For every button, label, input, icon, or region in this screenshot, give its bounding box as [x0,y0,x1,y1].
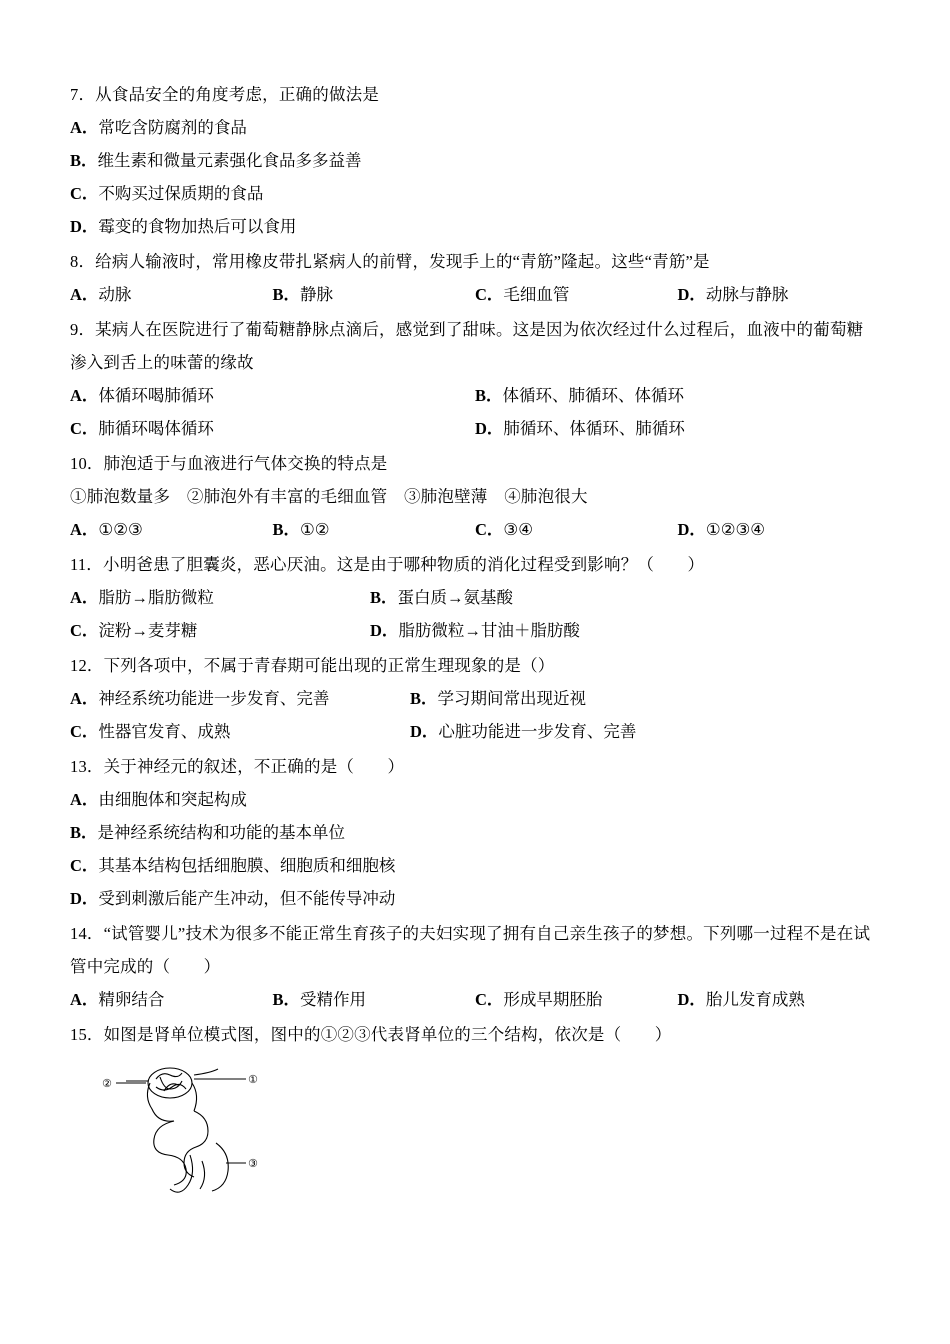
option-row [70,177,880,210]
question-text: 小明爸患了胆囊炎，恶心厌油。这是由于哪种物质的消化过程受到影响？（ ） [103,555,705,574]
option-c[interactable]: C．毛细血管 [475,285,570,304]
question-text: 某病人在医院进行了葡萄糖静脉点滴后，感觉到了甜味。这是因为依次经过什么过程后，血液中的葡萄糖渗入到舌上的味蕾的缘故 [70,320,864,372]
question-text: 给病人输液时，常用橡皮带扎紧病人的前臂，发现手上的“青筋”隆起。这些“青筋”是 [95,252,710,271]
question-text: 关于神经元的叙述，不正确的是（ ） [103,757,405,776]
question-13 [70,750,880,915]
options-list [70,783,880,915]
options-list [70,715,880,748]
question-7 [70,78,880,243]
option-b[interactable]: B．静脉 [272,285,334,304]
nephron-diagram [98,1057,880,1202]
question-number: 11． [70,555,103,574]
question-sub-stem: ①肺泡数量多 ②肺泡外有丰富的毛细血管 ③肺泡壁薄 ④肺泡很大 [70,487,588,506]
question-9 [70,313,880,445]
question-14 [70,917,880,1016]
question-stem [70,750,880,783]
option-b[interactable]: B．受精作用 [272,990,367,1009]
question-text: “试管婴儿”技术为很多不能正常生育孩子的夫妇实现了拥有自己亲生孩子的梦想。下列哪一过程不是在试管中完成的（ ） [70,924,871,976]
question-number: 14． [70,924,104,943]
question-15 [70,1018,880,1202]
option-row [70,816,880,849]
option-b[interactable]: B．蛋白质→氨基酸 [370,588,514,607]
option-row [70,111,880,144]
option-c[interactable]: C．不购买过保质期的食品 [70,184,264,203]
question-stem [70,313,880,379]
option-d[interactable]: D．胎儿发育成熟 [677,990,805,1009]
option-d[interactable]: D．脂肪微粒→甘油＋脂肪酸 [370,621,580,640]
question-stem [70,78,880,111]
option-d[interactable]: D．动脉与静脉 [677,285,789,304]
question-number: 8． [70,252,96,271]
option-b[interactable]: B．是神经系统结构和功能的基本单位 [70,823,346,842]
option-a[interactable]: A．常吃含防腐剂的食品 [70,118,247,137]
option-c[interactable]: C．肺循环喝体循环 [70,419,214,438]
question-11 [70,548,880,647]
option-b[interactable]: B．①② [272,520,330,539]
question-12 [70,649,880,748]
option-a[interactable]: A．①②③ [70,520,143,539]
question-8 [70,245,880,311]
question-number: 15． [70,1025,104,1044]
options-list [70,379,880,412]
option-row [70,783,880,816]
figure-label-2: ② [102,1077,112,1090]
option-c[interactable]: C．③④ [475,520,534,539]
question-stem [70,245,880,278]
option-a[interactable]: A．脂肪→脂肪微粒 [70,588,214,607]
option-c[interactable]: C．性器官发育、成熟 [70,722,231,741]
option-d[interactable]: D．霉变的食物加热后可以食用 [70,217,297,236]
options-list [70,111,880,243]
options-list [70,682,880,715]
option-d[interactable]: D．肺循环、体循环、肺循环 [475,419,685,438]
options-list [70,581,880,614]
option-c[interactable]: C．形成早期胚胎 [475,990,603,1009]
option-row [70,849,880,882]
question-number: 10． [70,454,104,473]
option-a[interactable]: A．精卵结合 [70,990,165,1009]
question-number: 7． [70,85,96,104]
figure-label-3: ③ [248,1157,258,1170]
question-10 [70,447,880,546]
option-a[interactable]: A．神经系统功能进一步发育、完善 [70,689,330,708]
question-stem [70,1018,880,1051]
question-stem [70,447,880,480]
option-row [70,144,880,177]
question-text: 下列各项中，不属于青春期可能出现的正常生理现象的是（） [103,656,555,675]
question-stem [70,548,880,581]
option-row [70,882,880,915]
option-d[interactable]: D．①②③④ [677,520,766,539]
options-list [70,278,880,311]
question-text: 从食品安全的角度考虑，正确的做法是 [95,85,380,104]
figure-label-1: ① [248,1073,258,1086]
option-c[interactable]: C．其基本结构包括细胞膜、细胞质和细胞核 [70,856,396,875]
question-stem [70,917,880,983]
question-stem [70,649,880,682]
option-a[interactable]: A．体循环喝肺循环 [70,386,214,405]
option-b[interactable]: B．体循环、肺循环、体循环 [475,386,685,405]
options-list [70,513,880,546]
question-text: 如图是肾单位模式图，图中的①②③代表肾单位的三个结构，依次是（ ） [103,1025,672,1044]
options-list [70,412,880,445]
option-d[interactable]: D．心脏功能进一步发育、完善 [410,722,637,741]
option-c[interactable]: C．淀粉→麦芽糖 [70,621,198,640]
options-list [70,983,880,1016]
option-b[interactable]: B．维生素和微量元素强化食品多多益善 [70,151,362,170]
option-a[interactable]: A．动脉 [70,285,132,304]
question-number: 9． [70,320,96,339]
question-number: 12． [70,656,104,675]
question-text: 肺泡适于与血液进行气体交换的特点是 [103,454,388,473]
option-row [70,210,880,243]
question-number: 13． [70,757,104,776]
options-list [70,614,880,647]
option-d[interactable]: D．受到刺激后能产生冲动，但不能传导冲动 [70,889,396,908]
option-b[interactable]: B．学习期间常出现近视 [410,689,587,708]
option-a[interactable]: A．由细胞体和突起构成 [70,790,247,809]
